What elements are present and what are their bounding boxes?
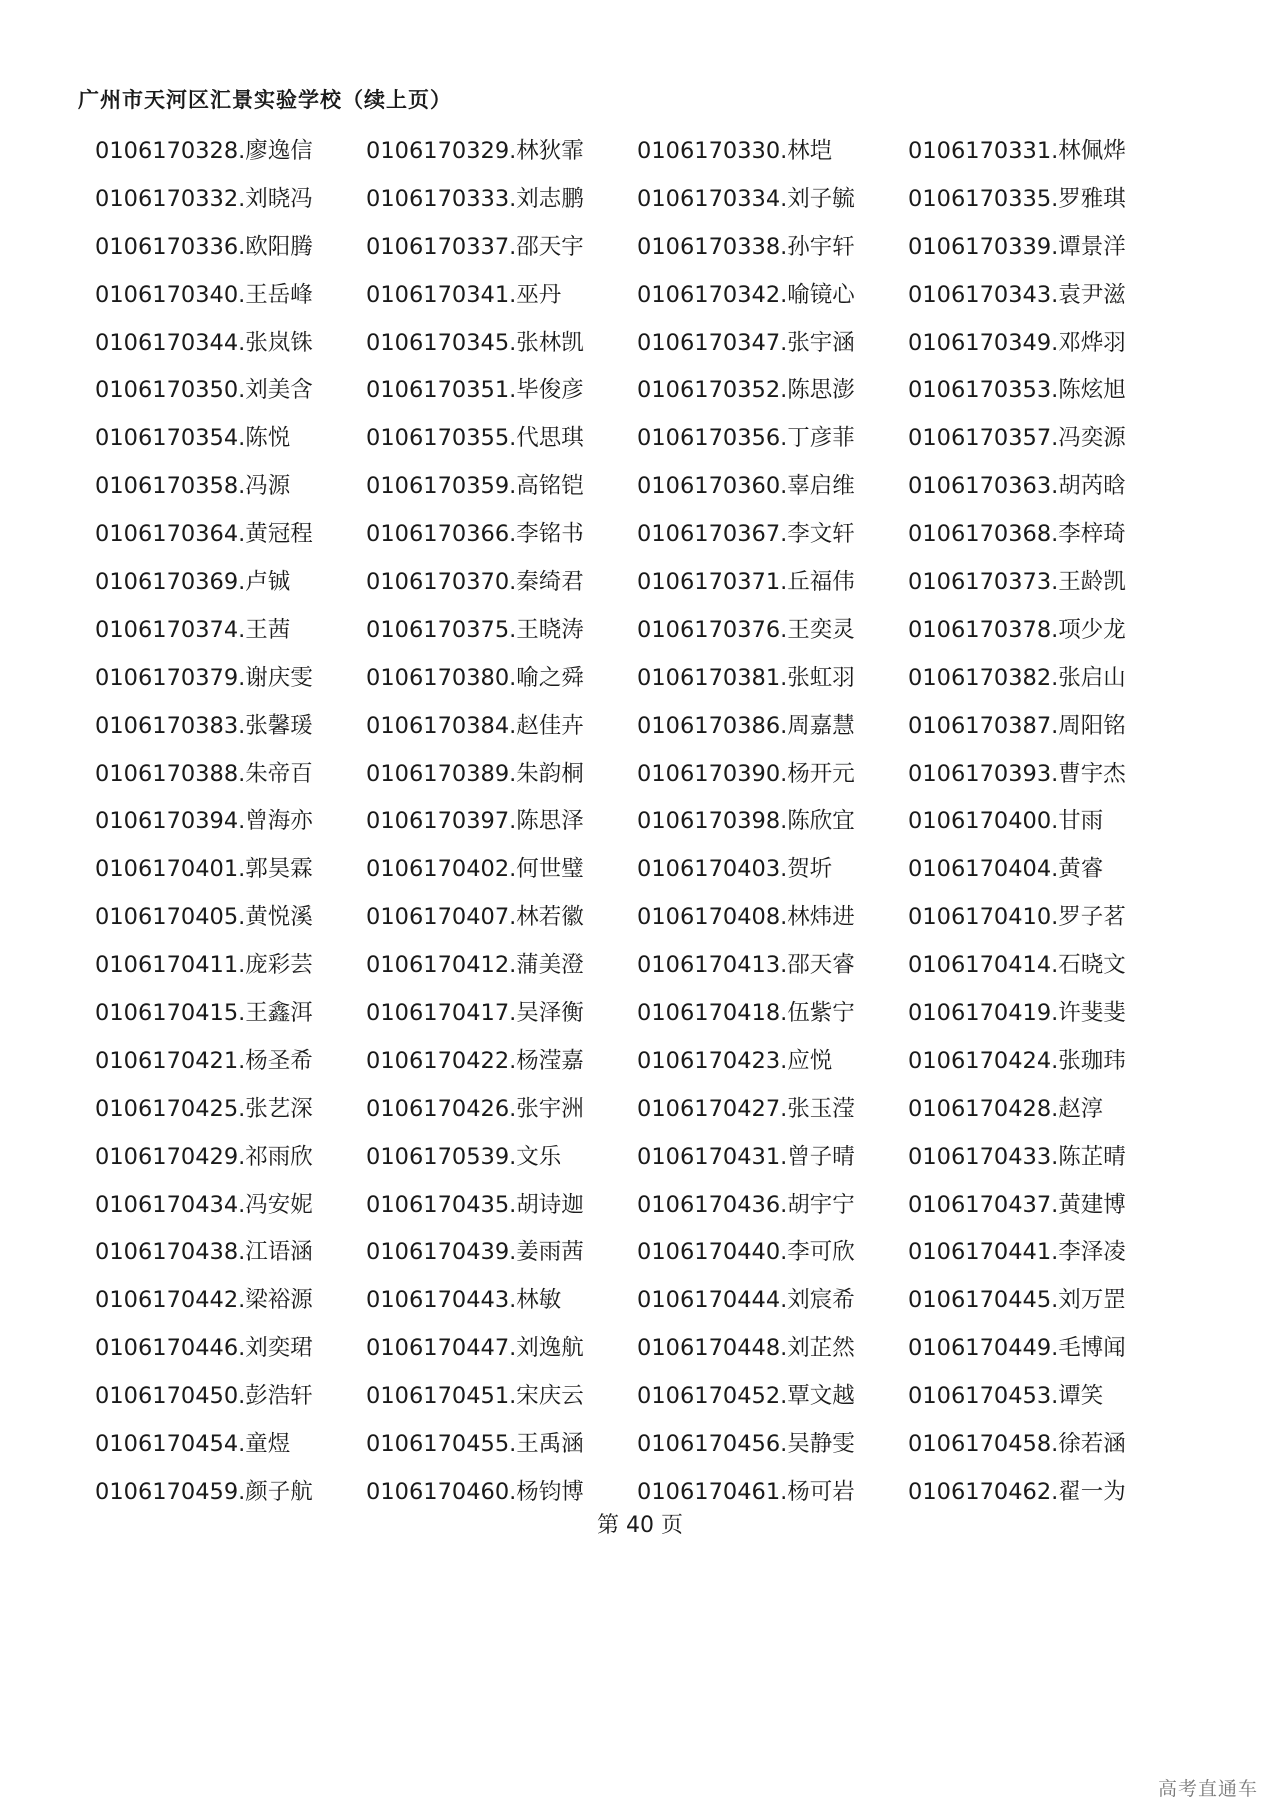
list-item: 0106170440.李可欣 xyxy=(637,1239,855,1266)
list-item: 0106170382.张启山 xyxy=(908,664,1126,691)
list-item: 0106170418.伍紫宁 xyxy=(637,999,855,1026)
list-item: 0106170337.邵天宇 xyxy=(366,233,584,260)
page-heading: 广州市天河区汇景实验学校（续上页） xyxy=(78,88,452,112)
list-item: 0106170355.代思琪 xyxy=(366,425,584,452)
list-item: 0106170376.王奕灵 xyxy=(637,616,855,643)
list-item: 0106170461.杨可岩 xyxy=(637,1478,855,1505)
list-item: 0106170393.曹宇杰 xyxy=(908,760,1126,787)
list-item: 0106170459.颜子航 xyxy=(95,1478,313,1505)
list-item: 0106170407.林若徽 xyxy=(366,904,584,931)
list-item: 0106170368.李梓琦 xyxy=(908,521,1126,548)
list-item: 0106170414.石晓文 xyxy=(908,952,1126,979)
list-item: 0106170454.童煜 xyxy=(95,1430,291,1457)
list-item: 0106170421.杨圣希 xyxy=(95,1047,313,1074)
list-item: 0106170379.谢庆雯 xyxy=(95,664,313,691)
list-item: 0106170343.袁尹滋 xyxy=(908,281,1126,308)
list-item: 0106170442.梁裕源 xyxy=(95,1287,313,1314)
list-item: 0106170384.赵佳卉 xyxy=(366,712,584,739)
list-item: 0106170383.张馨瑗 xyxy=(95,712,313,739)
list-item: 0106170423.应悦 xyxy=(637,1047,833,1074)
list-item: 0106170428.赵淳 xyxy=(908,1095,1104,1122)
list-item: 0106170411.庞彩芸 xyxy=(95,952,313,979)
list-item: 0106170408.林炜进 xyxy=(637,904,855,931)
list-item: 0106170448.刘芷然 xyxy=(637,1335,855,1362)
list-item: 0106170363.胡芮晗 xyxy=(908,473,1126,500)
list-item: 0106170371.丘福伟 xyxy=(637,568,855,595)
list-item: 0106170410.罗子茗 xyxy=(908,904,1126,931)
list-item: 0106170444.刘宸希 xyxy=(637,1287,855,1314)
list-item: 0106170357.冯奕源 xyxy=(908,425,1126,452)
list-item: 0106170436.胡宇宁 xyxy=(637,1191,855,1218)
list-item: 0106170456.吴静雯 xyxy=(637,1430,855,1457)
list-item: 0106170401.郭昊霖 xyxy=(95,856,313,883)
list-item: 0106170354.陈悦 xyxy=(95,425,291,452)
list-item: 0106170413.邵天睿 xyxy=(637,952,855,979)
list-item: 0106170431.曾子晴 xyxy=(637,1143,855,1170)
list-item: 0106170439.姜雨茜 xyxy=(366,1239,584,1266)
list-item: 0106170330.林垲 xyxy=(637,137,833,164)
page-number: 第 40 页 xyxy=(597,1513,683,1538)
list-item: 0106170400.甘雨 xyxy=(908,808,1104,835)
list-item: 0106170360.辜启维 xyxy=(637,473,855,500)
student-list xyxy=(95,125,1126,1514)
list-item: 0106170352.陈思澎 xyxy=(637,377,855,404)
list-item: 0106170358.冯源 xyxy=(95,473,291,500)
list-item: 0106170390.杨开元 xyxy=(637,760,855,787)
list-item: 0106170415.王鑫洱 xyxy=(95,999,313,1026)
list-item: 0106170367.李文轩 xyxy=(637,521,855,548)
list-item: 0106170351.毕俊彦 xyxy=(366,377,584,404)
list-item: 0106170451.宋庆云 xyxy=(366,1383,584,1410)
list-item: 0106170445.刘万罡 xyxy=(908,1287,1126,1314)
list-item: 0106170353.陈炫旭 xyxy=(908,377,1126,404)
list-item: 0106170427.张玉滢 xyxy=(637,1095,855,1122)
list-item: 0106170364.黄冠程 xyxy=(95,521,313,548)
list-item: 0106170458.徐若涵 xyxy=(908,1430,1126,1457)
list-item: 0106170380.喻之舜 xyxy=(366,664,584,691)
list-item: 0106170381.张虹羽 xyxy=(637,664,855,691)
list-item: 0106170328.廖逸信 xyxy=(95,137,313,164)
list-item: 0106170447.刘逸航 xyxy=(366,1335,584,1362)
list-item: 0106170397.陈思泽 xyxy=(366,808,584,835)
list-item: 0106170433.陈芷晴 xyxy=(908,1143,1126,1170)
list-item: 0106170333.刘志鹏 xyxy=(366,185,584,212)
list-item: 0106170453.谭笑 xyxy=(908,1383,1104,1410)
list-item: 0106170388.朱帝百 xyxy=(95,760,313,787)
list-item: 0106170344.张岚铢 xyxy=(95,329,313,356)
list-item: 0106170366.李铭书 xyxy=(366,521,584,548)
list-item: 0106170438.江语涵 xyxy=(95,1239,313,1266)
list-item: 0106170446.刘奕珺 xyxy=(95,1335,313,1362)
list-item: 0106170387.周阳铭 xyxy=(908,712,1126,739)
list-item: 0106170426.张宇洲 xyxy=(366,1095,584,1122)
list-item: 0106170339.谭景洋 xyxy=(908,233,1126,260)
list-item: 0106170375.王晓涛 xyxy=(366,616,584,643)
list-item: 0106170412.蒲美澄 xyxy=(366,952,584,979)
list-item: 0106170373.王龄凯 xyxy=(908,568,1126,595)
list-item: 0106170340.王岳峰 xyxy=(95,281,313,308)
list-item: 0106170419.许斐斐 xyxy=(908,999,1126,1026)
list-item: 0106170359.高铭铠 xyxy=(366,473,584,500)
list-item: 0106170336.欧阳腾 xyxy=(95,233,313,260)
list-item: 0106170405.黄悦溪 xyxy=(95,904,313,931)
list-item: 0106170332.刘晓冯 xyxy=(95,185,313,212)
list-item: 0106170434.冯安妮 xyxy=(95,1191,313,1218)
list-item: 0106170347.张宇涵 xyxy=(637,329,855,356)
list-item: 0106170539.文乐 xyxy=(366,1143,562,1170)
list-item: 0106170402.何世璧 xyxy=(366,856,584,883)
list-item: 0106170417.吴泽衡 xyxy=(366,999,584,1026)
list-item: 0106170404.黄睿 xyxy=(908,856,1104,883)
list-item: 0106170349.邓烨羽 xyxy=(908,329,1126,356)
list-item: 0106170386.周嘉慧 xyxy=(637,712,855,739)
list-item: 0106170398.陈欣宜 xyxy=(637,808,855,835)
list-item: 0106170424.张珈玮 xyxy=(908,1047,1126,1074)
list-item: 0106170441.李泽凌 xyxy=(908,1239,1126,1266)
list-item: 0106170403.贺圻 xyxy=(637,856,833,883)
list-item: 0106170345.张林凯 xyxy=(366,329,584,356)
list-item: 0106170425.张艺深 xyxy=(95,1095,313,1122)
list-item: 0106170460.杨钧博 xyxy=(366,1478,584,1505)
list-item: 0106170422.杨滢嘉 xyxy=(366,1047,584,1074)
list-item: 0106170370.秦绮君 xyxy=(366,568,584,595)
list-item: 0106170429.祁雨欣 xyxy=(95,1143,313,1170)
list-item: 0106170435.胡诗迦 xyxy=(366,1191,584,1218)
list-item: 0106170462.翟一为 xyxy=(908,1478,1126,1505)
list-item: 0106170335.罗雅琪 xyxy=(908,185,1126,212)
list-item: 0106170356.丁彦菲 xyxy=(637,425,855,452)
list-item: 0106170449.毛博闻 xyxy=(908,1335,1126,1362)
list-item: 0106170341.巫丹 xyxy=(366,281,562,308)
list-item: 0106170378.项少龙 xyxy=(908,616,1126,643)
list-item: 0106170331.林佩烨 xyxy=(908,137,1126,164)
list-item: 0106170350.刘美含 xyxy=(95,377,313,404)
list-item: 0106170338.孙宇轩 xyxy=(637,233,855,260)
list-item: 0106170437.黄建博 xyxy=(908,1191,1126,1218)
list-item: 0106170394.曾海亦 xyxy=(95,808,313,835)
list-item: 0106170452.覃文越 xyxy=(637,1383,855,1410)
list-item: 0106170443.林敏 xyxy=(366,1287,562,1314)
watermark: 高考直通车 xyxy=(1157,1778,1258,1800)
list-item: 0106170334.刘子毓 xyxy=(637,185,855,212)
list-item: 0106170389.朱韵桐 xyxy=(366,760,584,787)
list-item: 0106170369.卢铖 xyxy=(95,568,291,595)
list-item: 0106170455.王禹涵 xyxy=(366,1430,584,1457)
list-item: 0106170374.王茜 xyxy=(95,616,291,643)
list-item: 0106170342.喻镜心 xyxy=(637,281,855,308)
list-item: 0106170329.林狄霏 xyxy=(366,137,584,164)
list-item: 0106170450.彭浩轩 xyxy=(95,1383,313,1410)
